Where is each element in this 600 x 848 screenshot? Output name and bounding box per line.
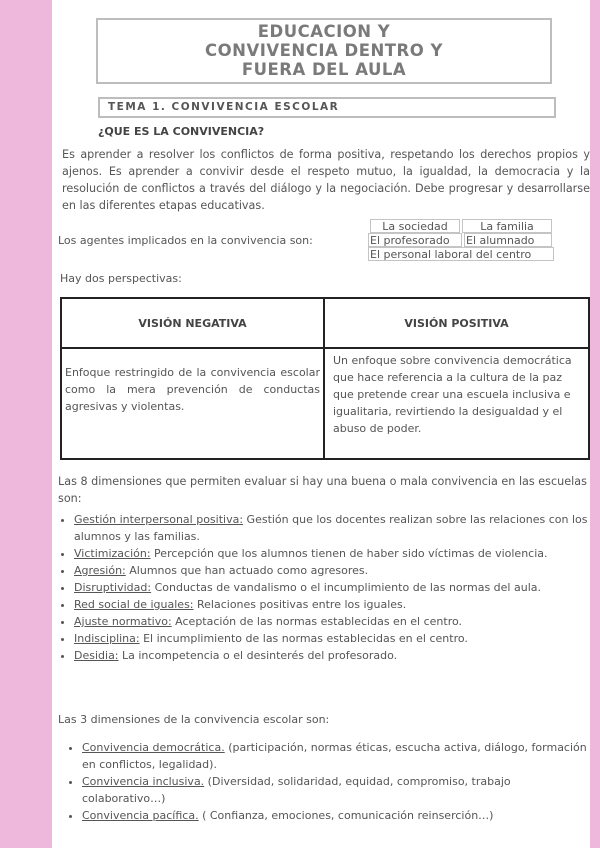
list-item (74, 579, 600, 596)
dimension-term: Desidia: (74, 649, 119, 662)
document-page (52, 0, 590, 848)
dimension-term: Convivencia democrática. (82, 741, 225, 754)
list-item (74, 630, 600, 647)
perspectives-label: Hay dos perspectivas: (60, 272, 182, 285)
agent-cell: La sociedad (370, 219, 460, 233)
intro-paragraph: Es aprender a resolver los conflictos de forma positiva, respetando los derechos propios y ajenos. Es aprender a convivir desde el respeto mutuo, la igualdad, la democracia y la resolución de conflictos a través del diálogo y la negociación. Debe progresar y desarrollarse en las diferentes etapas educativas. (62, 148, 590, 212)
topic-heading: TEMA 1. CONVIVENCIA ESCOLAR (98, 97, 556, 118)
dimension-term: Gestión interpersonal positiva: (74, 513, 244, 526)
agent-cell: El alumnado (464, 233, 552, 247)
list-item (82, 739, 592, 773)
title-line-3: FUERA DEL AULA (241, 60, 407, 79)
three-dimensions-list (64, 739, 592, 824)
dimension-term: Convivencia pacífica. (82, 809, 199, 822)
positive-vision-header: VISIÓN POSITIVA (404, 317, 509, 330)
agent-cell: El profesorado (368, 233, 462, 247)
dimension-desc: Relaciones positivas entre los iguales. (193, 598, 407, 611)
three-dimensions-intro: Las 3 dimensiones de la convivencia escolar son: (58, 713, 330, 726)
dimension-term: Convivencia inclusiva. (82, 775, 205, 788)
title-line-2: CONVIVENCIA DENTRO Y (205, 41, 443, 60)
dimension-term: Disruptividad: (74, 581, 152, 594)
dimension-term: Agresión: (74, 564, 126, 577)
list-item (82, 773, 592, 807)
list-item (74, 596, 600, 613)
dimensions-intro: Las 8 dimensiones que permiten evaluar si hay una buena o mala convivencia en las escuelas son: (58, 475, 587, 505)
list-item (82, 807, 592, 824)
negative-vision-text: Enfoque restringido de la convivencia escolar como la mera prevención de conductas agresivas y violentas. (62, 349, 325, 458)
dimension-term: Indisciplina: (74, 632, 140, 645)
list-item (74, 613, 600, 630)
dimensions-list (56, 511, 600, 664)
dimension-desc: Percepción que los alumnos tienen de haber sido víctimas de violencia. (150, 547, 548, 560)
dimension-term: Victimización: (74, 547, 151, 560)
title-box (96, 18, 552, 84)
dimension-desc: Alumnos que han actuado como agresores. (125, 564, 369, 577)
list-item (74, 562, 600, 579)
list-item (74, 545, 600, 562)
dimension-desc: Gestión que los docentes realizan sobre las relaciones con los alumnos y las familias. (74, 513, 588, 543)
agents-label: Los agentes implicados en la convivencia son: (58, 234, 313, 247)
dimension-desc: La incompetencia o el desinterés del profesorado. (118, 649, 398, 662)
section-question: ¿QUE ES LA CONVIVENCIA? (98, 125, 265, 138)
agent-cell: El personal laboral del centro (368, 247, 554, 261)
positive-vision-text: Un enfoque sobre convivencia democrática que hace referencia a la cultura de la paz que pretende crear una escuela inclusiva e igualitaria, revirtiendo la desigualdad y el abuso de poder. (333, 354, 572, 435)
agent-cell: La familia (462, 219, 552, 233)
list-item (74, 511, 600, 545)
list-item (74, 647, 600, 664)
dimension-desc: (Diversidad, solidaridad, equidad, compromiso, trabajo colaborativo…) (82, 775, 511, 805)
title-line-1: EDUCACION Y (257, 22, 391, 41)
dimension-desc: ( Confianza, emociones, comunicación reinserción…) (198, 809, 494, 822)
agents-table (368, 219, 556, 261)
dimension-desc: Aceptación de las normas establecidas en el centro. (171, 615, 463, 628)
dimension-desc: Conductas de vandalismo o el incumplimiento de las normas del aula. (151, 581, 541, 594)
dimension-desc: El incumplimiento de las normas establecidas en el centro. (139, 632, 468, 645)
dimension-term: Red social de iguales: (74, 598, 194, 611)
dimension-desc: (participación, normas éticas, escucha activa, diálogo, formación en conflictos, legalidad). (82, 741, 587, 771)
vision-table (60, 297, 590, 460)
dimension-term: Ajuste normativo: (74, 615, 172, 628)
negative-vision-header: VISIÓN NEGATIVA (62, 299, 325, 348)
